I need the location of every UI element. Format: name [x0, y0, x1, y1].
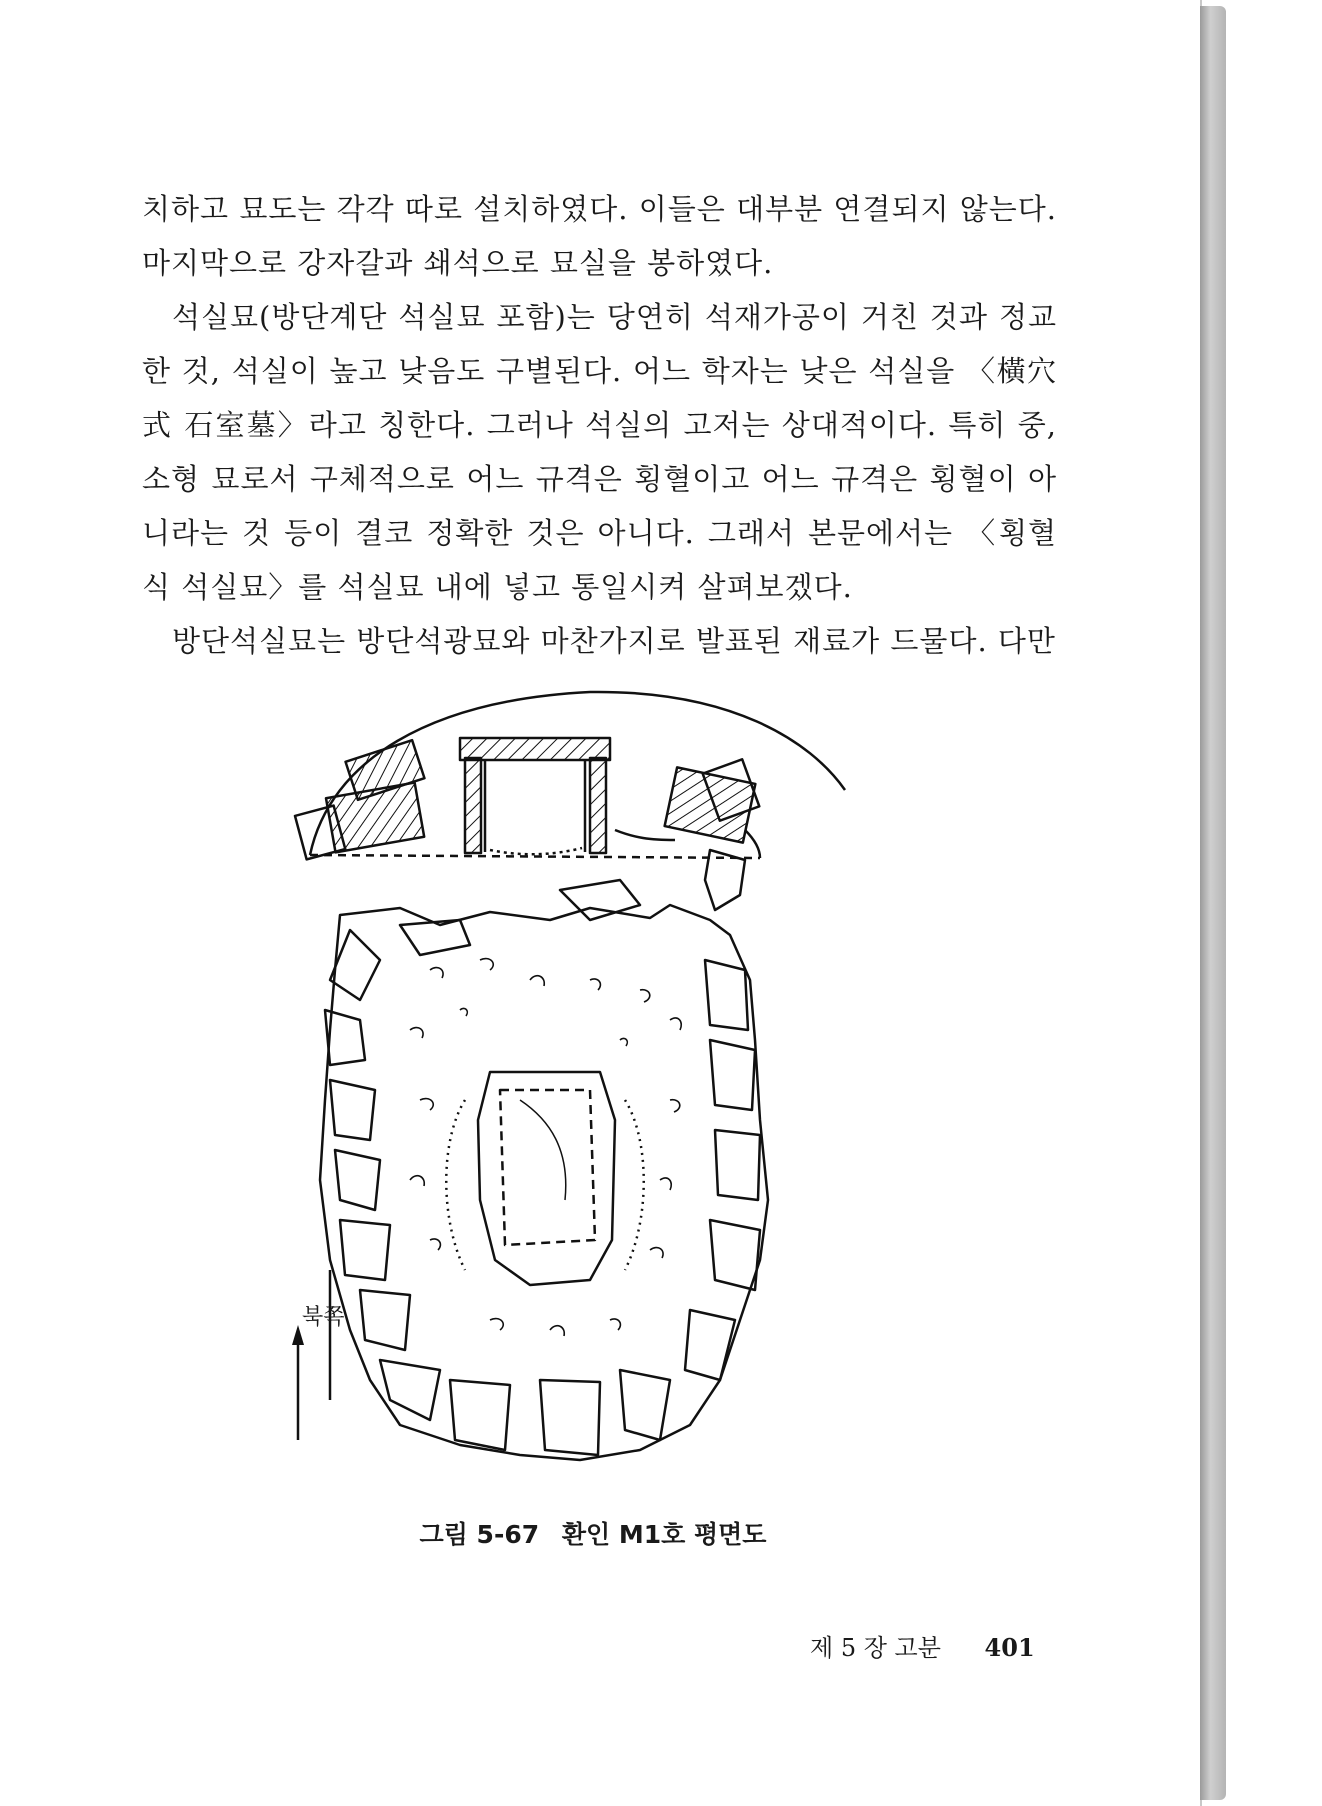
paragraph-3: 방단석실묘는 방단석광묘와 마찬가지로 발표된 재료가 드물다. 다만 [172, 624, 1056, 658]
page-edge [1200, 6, 1226, 1800]
tomb-plan-figure [290, 680, 910, 1510]
figure-caption [0, 1515, 1200, 1551]
page-number: 401 [984, 1633, 1035, 1662]
paragraph-1: 치하고 묘도는 각각 따로 설치하였다. 이들은 대부분 연결되지 않는다. 마지막으로 강자갈과 쇄석으로 묘실을 봉하였다. [142, 192, 1057, 280]
plan-outline [320, 905, 768, 1460]
tomb-plan-drawing [290, 680, 910, 1510]
chapter-title: 제 5 장 고분 [810, 1634, 941, 1662]
capstone [460, 738, 610, 760]
caption-number: 그림 5-67 [419, 1520, 540, 1549]
body-text [142, 182, 1057, 668]
paragraph-2: 석실묘(방단계단 석실묘 포함)는 당연히 석재가공이 거친 것과 정교한 것, 석실이 높고 낮음도 구별된다. 어느 학자는 낮은 석실을 〈橫穴式 石室墓〉라고 칭한다. 그러나 석실의 고저는 상대적이다. 특히 중, 소형 묘로서 구체적으로 어느 규격은 횡혈이고 어느 규격은 횡혈이 아니라는 것 등이 결코 정확한 것은 아니다. 그래서 본문에서는 〈횡혈식 석실묘〉를 석실묘 내에 넣고 통일시켜 살펴보겠다. [142, 300, 1057, 604]
ground-line [310, 855, 760, 858]
north-label: 북쪽 [302, 1305, 345, 1330]
chamber-outline [478, 1072, 615, 1285]
running-footer [810, 1628, 1035, 1663]
caption-title: 환인 M1호 평면도 [561, 1520, 767, 1549]
